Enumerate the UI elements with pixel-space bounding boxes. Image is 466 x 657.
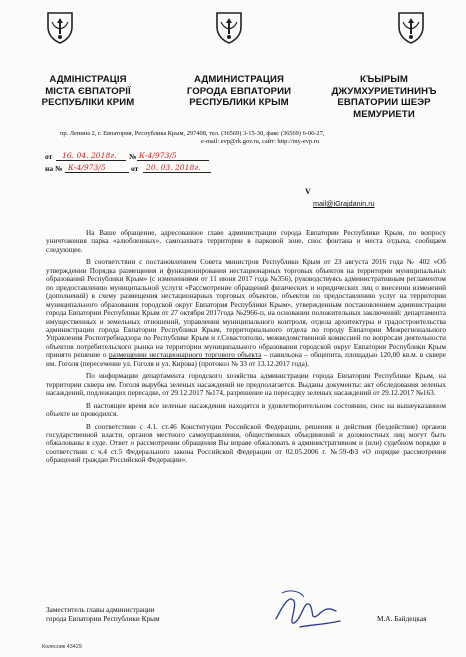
paragraph-intro: На Ваше обращение, адресованное главе администрации города Евпатории Республики Крым, по вопросу уничтожения парка «алюбленных», самозахвата территории в парковой зоне, снос фонтана и места отдыха, сообщаем следующее. — [46, 229, 446, 254]
outgoing-date: 16. 04. 2018г. — [62, 151, 117, 160]
paragraph-decision-tail: – павильона – общепита, площадью 120,00 кв.м. в сквере им. Гоголя (пересечение ул. Гоголя и ул. Кирова) (протокол № 33 от 13.12.2017 года). — [46, 351, 447, 368]
check-mark: V — [305, 187, 311, 196]
outgoing-number-label: № — [129, 152, 137, 161]
signer-title-line: города Евпатории Республики Крым — [46, 614, 160, 623]
header-russian — [164, 74, 314, 109]
header-line: РЕСПУБЛІКИ КРИМ — [41, 97, 135, 108]
paragraph-current-state: В настоящее время все зеленые насаждения находятся в удовлетворительном состоянии, снос на вышеуказанном объекте не проводился. — [46, 401, 446, 419]
handwritten-signature — [270, 585, 345, 635]
paragraph-appeal-rights: В соответствии с 4.1. ст.46 Конституции Российской Федерации, решения и действия (бездействие) органов государственной власти, органов местного самоуправления, общественных объединений и должностных лиц могут быть обжалованы в суде. Ответ о рассмотрении обращения Вы вправе обжаловать в административном и (или) судебном порядке в соответствии с ч.4 ст.5 Федерального закона Российской Федерации от 02.05.2006 г. №59-ФЗ «О порядке рассмотрения обращений граждан Российской Федерации». — [46, 422, 446, 465]
header-line: АДМИНИСТРАЦИЯ — [194, 74, 284, 85]
header-line: ГОРОДА ЕВПАТОРИИ — [186, 85, 292, 97]
crimea-emblem-icon — [45, 10, 75, 44]
header-line: ДЖУМХУРИЕТИНИНЪ — [331, 85, 437, 97]
header-line: АДМІНІСТРАЦІЯ — [49, 74, 127, 85]
incoming-date: 20. 03. 2018г. — [146, 163, 201, 172]
incoming-date-label: от — [131, 164, 139, 173]
signer-title-line: Заместитель главы администрации — [46, 605, 155, 614]
crimea-emblem-icon — [214, 10, 244, 44]
executor-note: Колесник 43429 — [42, 644, 82, 650]
outgoing-date-label: от — [45, 152, 53, 161]
header-line: ЕВПАТОРИИ ШЕЭР — [337, 97, 431, 108]
header-line: МІСТА ЄВПАТОРІЇ — [45, 85, 131, 97]
underline — [137, 160, 209, 161]
paragraph-decision — [46, 258, 446, 368]
header-line: МЕМУРИЕТИ — [353, 108, 415, 120]
signer-name: М.А. Байдецкая — [377, 614, 427, 623]
outgoing-number: К-4/973/5 — [139, 151, 177, 160]
incoming-number: К-4/973/5 — [68, 163, 106, 172]
header-ukrainian — [13, 74, 163, 109]
crimea-emblem-icon — [396, 10, 426, 44]
underline — [143, 172, 211, 173]
contacts-line: e-mail: evp@rk.gov.ru, сайт: http://my-evp.ru — [201, 138, 320, 145]
underline — [65, 172, 129, 173]
incoming-number-label: на № — [45, 164, 63, 173]
underline — [56, 160, 126, 161]
letter-body — [46, 229, 446, 469]
header-crimean-tatar — [309, 74, 459, 120]
paragraph-greenery-info: По информации департамента городского хозяйства администрации города Евпатории Республики Крым, на территории сквера им. Гоголя вырубка зеленых насаждений не предполагается. Выданы документы: акт обследования зеленых насаждений, подлежащих пересадке, от 29.12.2017 №174, разрешение на пересадку зеленых насаждений от 29.12.2017 №163. — [46, 372, 446, 398]
paragraph-decision-text: В соответствии с постановлением Совета министров Республики Крым от 23 августа 2016 года № 402 «Об утверждении Порядка размещения и функционирования нестационарных торговых объектов на территории муниципальных образований Республики Крым» (с изменениями от 11 июня 2017 года №356), руководствуясь административным регламентом по предоставлению муниципальной услуги «Рассмотрение обращений физических и юридических лиц о внесении изменений (дополнений) в схему размещения нестационарных торговых объектов, объектов по предоставлению услуг на территории муниципального образования городской округ Евпатория Республики Крым», утвержденным постановлением администрации города Евпатории Республики Крым от 27 октября 2017года №2966-п, на основании положительных заключений: департамента имущественных и земельных отношений, управления муниципального контроля, отдела архитектуры и градостроительства администрации города Евпатории Республики Крым, территориального отдела по городу Евпатории Межрегионального Управления Роспотребнадзора по Республике Крым и г.Севастополю, межведомственной комиссией по вопросам деятельности объектов потребительского рынка на территории муниципального образования городской округ Евпатория Республики Крым принято решение о — [46, 258, 446, 360]
header-line: КЪЫРЫМ — [360, 74, 408, 85]
header-line: РЕСПУБЛИКИ КРЫМ — [189, 97, 289, 108]
underlined-phrase: размещении нестационарного торгового объекта — [108, 351, 262, 360]
address-line: пр. Ленина 2, г. Евпатория, Республика Крым, 297408, тел. (36569) 3-15-30, факс (36569) 6-06-27, — [60, 130, 325, 137]
recipient-email-link[interactable]: mail@iGrajdanin.ru — [313, 199, 375, 208]
signer-title — [46, 605, 160, 623]
